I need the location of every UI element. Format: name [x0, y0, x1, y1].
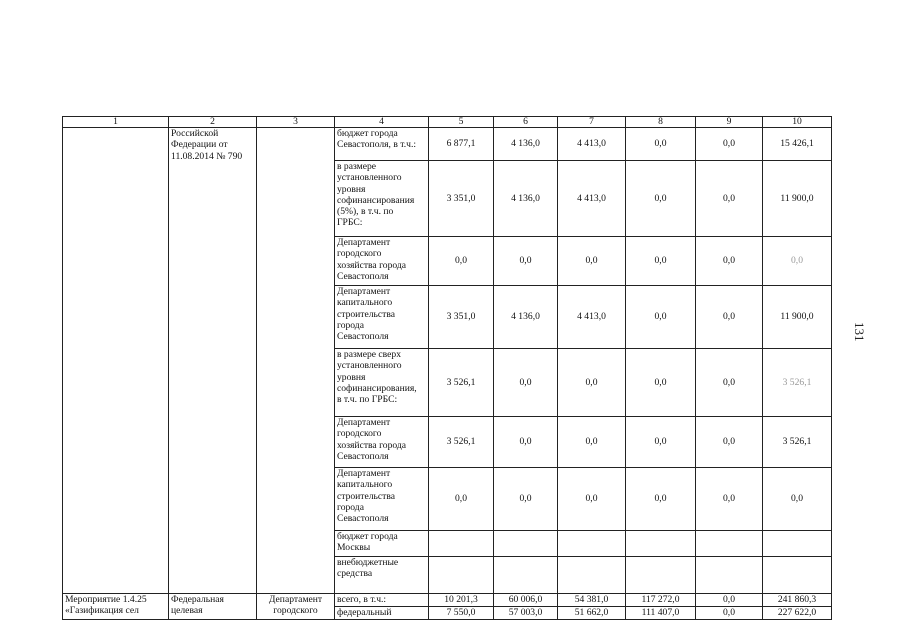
value-cell: 60 006,0 — [494, 594, 558, 607]
value-cell: 4 413,0 — [558, 161, 626, 237]
value-cell: 4 136,0 — [494, 128, 558, 161]
value-cell: 0,0 — [696, 468, 763, 531]
value-cell: 0,0 — [696, 161, 763, 237]
col-header-2: 2 — [169, 117, 257, 128]
value-cell: 0,0 — [494, 349, 558, 417]
funding-source-cell: бюджет города Москвы — [335, 531, 429, 557]
budget-table — [62, 116, 832, 620]
empty-cell — [429, 531, 494, 557]
value-cell: 0,0 — [429, 237, 494, 286]
empty-cell — [558, 557, 626, 594]
funding-source-cell: бюджет города Севастополя, в т.ч.: — [335, 128, 429, 161]
value-cell: 0,0 — [696, 607, 763, 620]
value-cell: 0,0 — [558, 417, 626, 468]
value-cell: 3 351,0 — [429, 161, 494, 237]
value-cell: 0,0 — [558, 349, 626, 417]
col-header-5: 5 — [429, 117, 494, 128]
empty-cell — [626, 557, 696, 594]
empty-cell — [696, 557, 763, 594]
value-cell: 0,0 — [626, 161, 696, 237]
value-cell: 0,0 — [558, 237, 626, 286]
value-cell: 0,0 — [626, 417, 696, 468]
empty-cell — [696, 531, 763, 557]
funding-source-cell: в размере установленного уровня софинансирования (5%), в т.ч. по ГРБС: — [335, 161, 429, 237]
page-number: 131 — [852, 322, 867, 342]
empty-cell — [429, 557, 494, 594]
value-cell: 4 136,0 — [494, 161, 558, 237]
table-row — [63, 128, 832, 161]
program-cell: Российской Федерации от 11.08.2014 № 790 — [169, 128, 257, 594]
col-header-3: 3 — [257, 117, 335, 128]
value-cell: 0,0 — [429, 468, 494, 531]
value-cell: 3 351,0 — [429, 286, 494, 349]
empty-cell — [494, 531, 558, 557]
activity-cell — [63, 128, 169, 594]
empty-cell — [626, 531, 696, 557]
value-cell: 4 413,0 — [558, 286, 626, 349]
value-cell: 11 900,0 — [763, 161, 832, 237]
value-cell: 0,0 — [494, 417, 558, 468]
col-header-7: 7 — [558, 117, 626, 128]
col-header-6: 6 — [494, 117, 558, 128]
value-cell: 0,0 — [494, 237, 558, 286]
value-cell: 0,0 — [696, 286, 763, 349]
value-cell: 0,0 — [696, 594, 763, 607]
funding-source-cell: федеральный — [335, 607, 429, 620]
col-header-1: 1 — [63, 117, 169, 128]
program-cell: Федеральная целевая — [169, 594, 257, 620]
value-cell: 15 426,1 — [763, 128, 832, 161]
value-cell: 227 622,0 — [763, 607, 832, 620]
value-cell: 0,0 — [696, 417, 763, 468]
funding-source-cell: Департамент капитального строительства города Севастополя — [335, 286, 429, 349]
col-header-8: 8 — [626, 117, 696, 128]
value-cell: 117 272,0 — [626, 594, 696, 607]
col-header-4: 4 — [335, 117, 429, 128]
value-cell: 241 860,3 — [763, 594, 832, 607]
funding-source-cell: внебюджетные средства — [335, 557, 429, 594]
empty-cell — [494, 557, 558, 594]
value-cell: 3 526,1 — [429, 417, 494, 468]
value-cell: 10 201,3 — [429, 594, 494, 607]
value-cell: 0,0 — [626, 128, 696, 161]
funding-source-cell: Департамент городского хозяйства города Севастополя — [335, 417, 429, 468]
activity-cell: Мероприятие 1.4.25 «Газификация сел — [63, 594, 169, 620]
executor-cell: Департамент городского — [257, 594, 335, 620]
value-cell: 0,0 — [558, 468, 626, 531]
value-cell: 54 381,0 — [558, 594, 626, 607]
value-cell: 0,0 — [626, 349, 696, 417]
empty-cell — [558, 531, 626, 557]
value-cell: 3 526,1 — [429, 349, 494, 417]
value-cell: 0,0 — [696, 237, 763, 286]
value-cell: 3 526,1 — [763, 417, 832, 468]
funding-source-cell: всего, в т.ч.: — [335, 594, 429, 607]
value-cell: 0,0 — [626, 286, 696, 349]
value-cell: 0,0 — [763, 237, 832, 286]
funding-source-cell: Департамент капитального строительства города Севастополя — [335, 468, 429, 531]
col-header-9: 9 — [696, 117, 763, 128]
value-cell: 111 407,0 — [626, 607, 696, 620]
value-cell: 0,0 — [494, 468, 558, 531]
value-cell: 7 550,0 — [429, 607, 494, 620]
value-cell: 4 413,0 — [558, 128, 626, 161]
value-cell: 0,0 — [626, 468, 696, 531]
value-cell: 0,0 — [696, 349, 763, 417]
executor-cell — [257, 128, 335, 594]
funding-source-cell: в размере сверх установленного уровня софинансирования, в т.ч. по ГРБС: — [335, 349, 429, 417]
value-cell: 3 526,1 — [763, 349, 832, 417]
value-cell: 0,0 — [696, 128, 763, 161]
value-cell: 6 877,1 — [429, 128, 494, 161]
value-cell: 11 900,0 — [763, 286, 832, 349]
value-cell: 51 662,0 — [558, 607, 626, 620]
funding-source-cell: Департамент городского хозяйства города Севастополя — [335, 237, 429, 286]
value-cell: 57 003,0 — [494, 607, 558, 620]
column-number-row — [63, 117, 832, 128]
value-cell: 0,0 — [626, 237, 696, 286]
empty-cell — [763, 557, 832, 594]
table-row — [63, 594, 832, 607]
empty-cell — [763, 531, 832, 557]
value-cell: 4 136,0 — [494, 286, 558, 349]
col-header-10: 10 — [763, 117, 832, 128]
value-cell: 0,0 — [763, 468, 832, 531]
